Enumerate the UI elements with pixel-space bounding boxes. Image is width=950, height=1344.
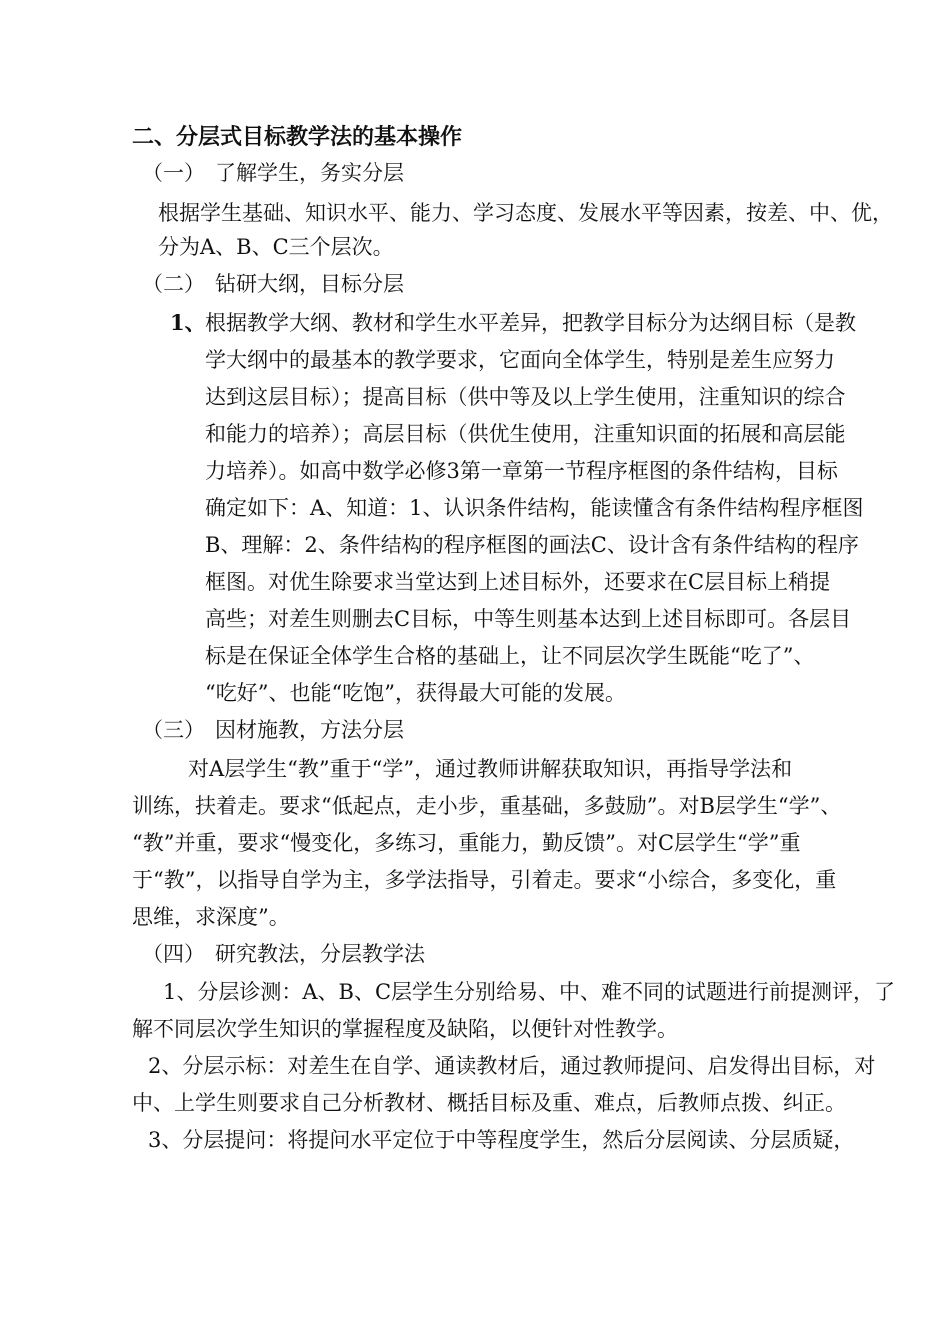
item-1-line-7: B、理解：2、条件结构的程序框图的画法C、设计含有条件结构的程序	[205, 533, 859, 557]
item-1-number: 1、	[170, 310, 206, 335]
subsection-2-number: （二）	[142, 272, 205, 296]
paragraph-4-line-2: 解不同层次学生知识的掌握程度及缺陷，以便针对性教学。	[132, 1017, 678, 1041]
item-1-line-4: 和能力的培养）；高层目标（供优生使用，注重知识面的拓展和高层能	[205, 422, 846, 446]
item-1-line-5: 力培养）。如高中数学必修3第一章第一节程序框图的条件结构，目标	[205, 459, 838, 483]
item-1-line-1: 根据教学大纲、教材和学生水平差异，把教学目标分为达纲目标（是教	[205, 311, 856, 335]
item-1-line-11: “吃好”、也能“吃饱”，获得最大可能的发展。	[205, 681, 626, 705]
item-1-line-3: 达到这层目标）；提高目标（供中等及以上学生使用，注重知识的综合	[205, 385, 846, 409]
subsection-2-title: 钻研大纲，目标分层	[215, 272, 404, 296]
paragraph-1-line-2: 分为A、B、C三个层次。	[158, 235, 394, 259]
paragraph-4-line-4: 中、上学生则要求自己分析教材、概括目标及重、难点，后教师点拨、纠正。	[132, 1091, 846, 1115]
item-1-line-8: 框图。对优生除要求当堂达到上述目标外，还要求在C层目标上稍提	[205, 570, 831, 594]
paragraph-3-line-5: 思维，求深度”。	[132, 905, 290, 929]
item-1-line-6: 确定如下：A、知道：1、认识条件结构，能读懂含有条件结构程序框图	[205, 496, 864, 520]
subsection-1-number: （一）	[142, 161, 205, 185]
paragraph-4-line-1: 1、分层诊测：A、B、C层学生分别给易、中、难不同的试题进行前提测评，了	[163, 980, 896, 1004]
subsection-4-title: 研究教法，分层教学法	[215, 942, 425, 966]
paragraph-4-line-5: 3、分层提问：将提问水平定位于中等程度学生，然后分层阅读、分层质疑，	[148, 1128, 855, 1152]
section-title: 二、分层式目标教学法的基本操作	[132, 125, 463, 150]
paragraph-3-line-3: “教”并重，要求“慢变化，多练习，重能力，勤反馈”。对C层学生“学”重	[132, 831, 801, 855]
paragraph-3-line-4: 于“教”，以指导自学为主，多学法指导，引着走。要求“小综合，多变化，重	[132, 868, 837, 892]
paragraph-1-line-1: 根据学生基础、知识水平、能力、学习态度、发展水平等因素，按差、中、优，	[158, 201, 893, 225]
item-1-line-2: 学大纲中的最基本的教学要求，它面向全体学生，特别是差生应努力	[205, 348, 835, 372]
item-1-line-9: 高些；对差生则删去C目标，中等生则基本达到上述目标即可。各层目	[205, 607, 852, 631]
subsection-3-number: （三）	[142, 718, 205, 742]
item-1-line-10: 标是在保证全体学生合格的基础上，让不同层次学生既能“吃了”、	[205, 644, 815, 668]
paragraph-4-line-3: 2、分层示标：对差生在自学、通读教材后，通过教师提问、启发得出目标，对	[148, 1054, 876, 1078]
subsection-1-title: 了解学生，务实分层	[215, 161, 404, 185]
subsection-4-number: （四）	[142, 942, 205, 966]
paragraph-3-line-2: 训练，扶着走。要求“低起点，走小步，重基础，多鼓励”。对B层学生“学”、	[132, 794, 842, 818]
paragraph-3-line-1: 对A层学生“教”重于“学”，通过教师讲解获取知识，再指导学法和	[188, 757, 793, 781]
subsection-3-title: 因材施教，方法分层	[215, 718, 404, 742]
